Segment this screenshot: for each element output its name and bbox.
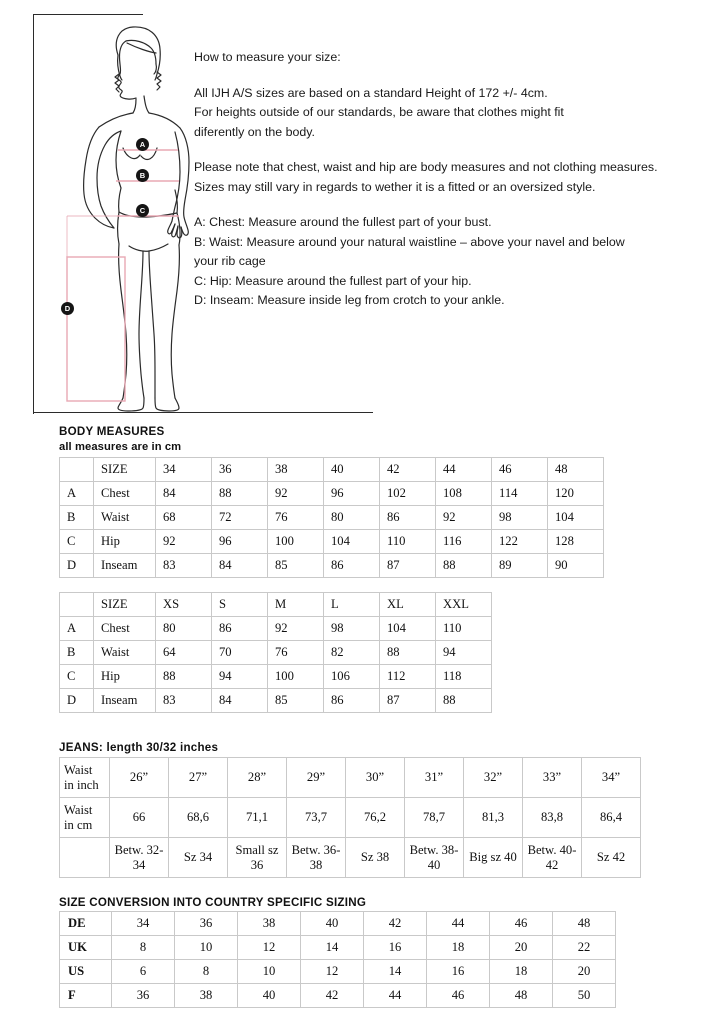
letter-header-size-0: XS: [156, 593, 212, 617]
jeans-row-note: [60, 838, 641, 878]
jeans-cm-label: Waist in cm: [60, 798, 110, 838]
letter-row-0-value-0: 80: [156, 617, 212, 641]
letter-header-size: SIZE: [94, 593, 156, 617]
jeans-inch-value-4: 30”: [346, 758, 405, 798]
jeans-cm-value-3: 73,7: [287, 798, 346, 838]
country-row-1-value-6: 20: [490, 936, 553, 960]
jeans-cm-value-1: 68,6: [169, 798, 228, 838]
intro-heading-text: How to measure your size:: [194, 50, 341, 64]
numeric-header-size-5: 44: [436, 458, 492, 482]
standards-line-1: All IJH A/S sizes are based on a standard Height of 172 +/- 4cm.: [194, 85, 548, 100]
letter-row-1-value-4: 88: [380, 641, 436, 665]
definition-inseam: D: Inseam: Measure inside leg from crotch to your ankle.: [194, 293, 505, 307]
table-row: [60, 617, 492, 641]
numeric-row-3-value-6: 89: [492, 554, 548, 578]
numeric-row-1-name: Waist: [94, 506, 156, 530]
letter-row-2-value-1: 94: [212, 665, 268, 689]
letter-row-2-name: Hip: [94, 665, 156, 689]
numeric-header-letter: [60, 458, 94, 482]
country-row-3-value-3: 42: [301, 984, 364, 1008]
numeric-row-1-value-5: 92: [436, 506, 492, 530]
letter-header-size-2: M: [268, 593, 324, 617]
letter-row-1-name: Waist: [94, 641, 156, 665]
jeans-note-value-5: Betw. 38-40: [405, 838, 464, 878]
country-row-3-value-5: 46: [427, 984, 490, 1008]
jeans-inch-label: Waist in inch: [60, 758, 110, 798]
numeric-row-1-value-7: 104: [548, 506, 604, 530]
jeans-inch-value-0: 26”: [110, 758, 169, 798]
letter-header-size-5: XXL: [436, 593, 492, 617]
country-row-2-value-3: 12: [301, 960, 364, 984]
numeric-row-2-letter: C: [60, 530, 94, 554]
body-measures-subtitle: all measures are in cm: [59, 441, 182, 453]
letter-row-0-value-3: 98: [324, 617, 380, 641]
numeric-header-size-7: 48: [548, 458, 604, 482]
table-row: [60, 912, 616, 936]
letter-row-2-value-3: 106: [324, 665, 380, 689]
letter-row-1-value-5: 94: [436, 641, 492, 665]
numeric-row-0-letter: A: [60, 482, 94, 506]
letter-row-1-value-2: 76: [268, 641, 324, 665]
jeans-cm-value-0: 66: [110, 798, 169, 838]
table-row: [60, 665, 492, 689]
marker-waist-b: B: [136, 169, 149, 182]
jeans-note-value-8: Sz 42: [582, 838, 641, 878]
country-row-3-value-0: 36: [112, 984, 175, 1008]
country-row-0-value-6: 46: [490, 912, 553, 936]
numeric-row-2-value-6: 122: [492, 530, 548, 554]
numeric-row-0-value-7: 120: [548, 482, 604, 506]
jeans-note-value-0: Betw. 32-34: [110, 838, 169, 878]
numeric-header-row: [60, 458, 604, 482]
numeric-row-3-value-1: 84: [212, 554, 268, 578]
jeans-note-value-1: Sz 34: [169, 838, 228, 878]
numeric-row-0-value-5: 108: [436, 482, 492, 506]
jeans-note-label: [60, 838, 110, 878]
letter-row-0-value-5: 110: [436, 617, 492, 641]
numeric-row-3-value-4: 87: [380, 554, 436, 578]
country-row-1-value-7: 22: [553, 936, 616, 960]
numeric-row-3-value-3: 86: [324, 554, 380, 578]
jeans-size-table: [59, 757, 641, 878]
jeans-note-value-3: Betw. 36-38: [287, 838, 346, 878]
jeans-inch-value-1: 27”: [169, 758, 228, 798]
jeans-inch-value-5: 31”: [405, 758, 464, 798]
numeric-row-0-value-0: 84: [156, 482, 212, 506]
numeric-header-size-3: 40: [324, 458, 380, 482]
letter-row-3-name: Inseam: [94, 689, 156, 713]
letter-row-3-value-2: 85: [268, 689, 324, 713]
numeric-row-2-value-2: 100: [268, 530, 324, 554]
numeric-row-2-value-5: 116: [436, 530, 492, 554]
female-body-outline-svg: [39, 14, 219, 414]
letter-row-3-value-5: 88: [436, 689, 492, 713]
numeric-row-3-value-2: 85: [268, 554, 324, 578]
numeric-row-0-name: Chest: [94, 482, 156, 506]
country-row-2-value-0: 6: [112, 960, 175, 984]
numeric-row-2-value-7: 128: [548, 530, 604, 554]
note-line-1: Please note that chest, waist and hip are body measures and not clothing measures.: [194, 160, 658, 174]
numeric-header-size: SIZE: [94, 458, 156, 482]
numeric-row-1-value-1: 72: [212, 506, 268, 530]
numeric-row-1-value-2: 76: [268, 506, 324, 530]
letter-row-1-value-1: 70: [212, 641, 268, 665]
numeric-row-3-value-7: 90: [548, 554, 604, 578]
letter-header-size-1: S: [212, 593, 268, 617]
country-row-3-value-6: 48: [490, 984, 553, 1008]
letter-row-3-value-4: 87: [380, 689, 436, 713]
country-row-3-value-2: 40: [238, 984, 301, 1008]
definition-chest: A: Chest: Measure around the fullest part of your bust.: [194, 215, 492, 229]
numeric-row-0-value-1: 88: [212, 482, 268, 506]
jeans-inch-value-8: 34”: [582, 758, 641, 798]
country-row-1-value-2: 12: [238, 936, 301, 960]
intro-paragraph-definitions: [194, 213, 704, 311]
numeric-row-1-value-4: 86: [380, 506, 436, 530]
table-row: [60, 936, 616, 960]
jeans-note-value-7: Betw. 40-42: [523, 838, 582, 878]
letter-row-2-value-2: 100: [268, 665, 324, 689]
jeans-note-value-2: Small sz 36: [228, 838, 287, 878]
numeric-row-2-value-1: 96: [212, 530, 268, 554]
letter-row-1-value-0: 64: [156, 641, 212, 665]
numeric-row-3-letter: D: [60, 554, 94, 578]
letter-size-table: [59, 592, 492, 713]
jeans-inch-value-7: 33”: [523, 758, 582, 798]
standards-line-2: For heights outside of our standards, be aware that clothes might fit: [194, 105, 564, 119]
definition-waist-1: B: Waist: Measure around your natural waistline – above your navel and below: [194, 234, 625, 249]
numeric-row-2-value-3: 104: [324, 530, 380, 554]
table-row: [60, 482, 604, 506]
numeric-row-0-value-4: 102: [380, 482, 436, 506]
table-row: [60, 689, 492, 713]
letter-row-0-name: Chest: [94, 617, 156, 641]
measure-instructions: [194, 48, 704, 311]
jeans-inch-value-2: 28”: [228, 758, 287, 798]
numeric-row-0-value-2: 92: [268, 482, 324, 506]
country-row-2-value-4: 14: [364, 960, 427, 984]
letter-row-0-value-1: 86: [212, 617, 268, 641]
jeans-cm-value-6: 81,3: [464, 798, 523, 838]
country-row-1-value-3: 14: [301, 936, 364, 960]
country-code-de: DE: [60, 912, 112, 936]
numeric-row-1-value-3: 80: [324, 506, 380, 530]
country-row-3-value-1: 38: [175, 984, 238, 1008]
country-code-f: F: [60, 984, 112, 1008]
body-figure-illustration: [33, 14, 146, 414]
numeric-row-3-value-5: 88: [436, 554, 492, 578]
country-row-2-value-7: 20: [553, 960, 616, 984]
country-conversion-title: SIZE CONVERSION INTO COUNTRY SPECIFIC SIZING: [59, 896, 367, 909]
country-row-0-value-0: 34: [112, 912, 175, 936]
country-row-1-value-0: 8: [112, 936, 175, 960]
table-row: [60, 641, 492, 665]
letter-row-3-value-3: 86: [324, 689, 380, 713]
country-row-2-value-5: 16: [427, 960, 490, 984]
letter-row-2-letter: C: [60, 665, 94, 689]
country-row-1-value-1: 10: [175, 936, 238, 960]
numeric-row-1-value-0: 68: [156, 506, 212, 530]
country-row-2-value-1: 8: [175, 960, 238, 984]
numeric-header-size-2: 38: [268, 458, 324, 482]
inseam-measure-box: [67, 257, 125, 401]
letter-header-letter: [60, 593, 94, 617]
table-row: [60, 960, 616, 984]
jeans-cm-value-7: 83,8: [523, 798, 582, 838]
country-code-us: US: [60, 960, 112, 984]
body-measures-title: BODY MEASURES: [59, 425, 165, 438]
country-conversion-table: [59, 911, 616, 1008]
jeans-title: JEANS: length 30/32 inches: [59, 741, 219, 754]
letter-row-0-value-4: 104: [380, 617, 436, 641]
numeric-size-table: [59, 457, 604, 578]
country-row-0-value-5: 44: [427, 912, 490, 936]
country-row-0-value-7: 48: [553, 912, 616, 936]
letter-row-3-value-1: 84: [212, 689, 268, 713]
numeric-row-0-value-3: 96: [324, 482, 380, 506]
intro-heading: [194, 48, 704, 68]
country-row-0-value-4: 42: [364, 912, 427, 936]
country-row-1-value-5: 18: [427, 936, 490, 960]
letter-row-3-letter: D: [60, 689, 94, 713]
letter-row-1-value-3: 82: [324, 641, 380, 665]
table-row: [60, 554, 604, 578]
intro-paragraph-note: [194, 158, 704, 197]
letter-header-size-4: XL: [380, 593, 436, 617]
letter-header-row: [60, 593, 492, 617]
definition-hip: C: Hip: Measure around the fullest part of your hip.: [194, 273, 472, 288]
numeric-header-size-0: 34: [156, 458, 212, 482]
numeric-row-2-value-0: 92: [156, 530, 212, 554]
note-line-2: Sizes may still vary in regards to wether it is a fitted or an oversized style.: [194, 179, 596, 194]
jeans-row-inch: [60, 758, 641, 798]
jeans-cm-value-4: 76,2: [346, 798, 405, 838]
jeans-cm-value-2: 71,1: [228, 798, 287, 838]
table-row: [60, 530, 604, 554]
letter-header-size-3: L: [324, 593, 380, 617]
country-row-0-value-2: 38: [238, 912, 301, 936]
numeric-header-size-4: 42: [380, 458, 436, 482]
letter-row-2-value-5: 118: [436, 665, 492, 689]
marker-hip-c: C: [136, 204, 149, 217]
numeric-row-2-name: Hip: [94, 530, 156, 554]
marker-chest-a: A: [136, 138, 149, 151]
definition-waist-2: your rib cage: [194, 254, 266, 268]
country-row-3-value-7: 50: [553, 984, 616, 1008]
jeans-inch-value-6: 32”: [464, 758, 523, 798]
country-code-uk: UK: [60, 936, 112, 960]
country-row-1-value-4: 16: [364, 936, 427, 960]
numeric-header-size-6: 46: [492, 458, 548, 482]
table-row: [60, 506, 604, 530]
letter-row-2-value-4: 112: [380, 665, 436, 689]
intro-paragraph-standards: [194, 84, 704, 143]
country-row-0-value-3: 40: [301, 912, 364, 936]
jeans-row-cm: [60, 798, 641, 838]
numeric-row-3-name: Inseam: [94, 554, 156, 578]
marker-inseam-d: D: [61, 302, 74, 315]
numeric-row-2-value-4: 110: [380, 530, 436, 554]
letter-row-0-value-2: 92: [268, 617, 324, 641]
numeric-row-1-value-6: 98: [492, 506, 548, 530]
jeans-note-value-4: Sz 38: [346, 838, 405, 878]
letter-row-2-value-0: 88: [156, 665, 212, 689]
standards-line-3: diferently on the body.: [194, 124, 316, 139]
numeric-header-size-1: 36: [212, 458, 268, 482]
jeans-inch-value-3: 29”: [287, 758, 346, 798]
country-row-0-value-1: 36: [175, 912, 238, 936]
jeans-cm-value-5: 78,7: [405, 798, 464, 838]
table-row: [60, 984, 616, 1008]
jeans-note-value-6: Big sz 40: [464, 838, 523, 878]
numeric-row-3-value-0: 83: [156, 554, 212, 578]
country-row-3-value-4: 44: [364, 984, 427, 1008]
letter-row-3-value-0: 83: [156, 689, 212, 713]
numeric-row-0-value-6: 114: [492, 482, 548, 506]
country-row-2-value-2: 10: [238, 960, 301, 984]
jeans-cm-value-8: 86,4: [582, 798, 641, 838]
letter-row-0-letter: A: [60, 617, 94, 641]
letter-row-1-letter: B: [60, 641, 94, 665]
numeric-row-1-letter: B: [60, 506, 94, 530]
country-row-2-value-6: 18: [490, 960, 553, 984]
